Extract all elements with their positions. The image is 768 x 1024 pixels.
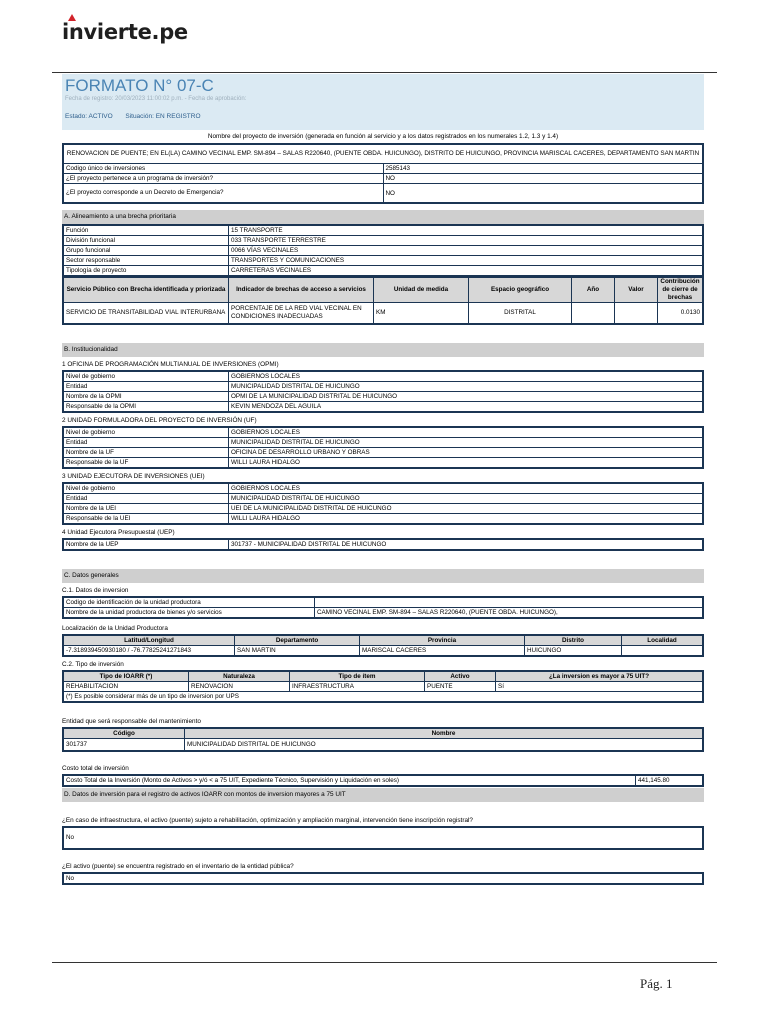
row-value: 2585143 [383,164,703,174]
cell: SAN MARTIN [235,646,360,657]
project-name-label: Nombre del proyecto de inversión (generada en función al servicio y a los datos registrados en los numerales 1.2, 1.3 y 1.4) [207,133,559,140]
row-value: MUNICIPALIDAD DISTRITAL DE HUICUNGO [229,382,704,392]
col-header: Distrito [525,635,622,646]
row-label: Responsable de la UEI [63,514,229,525]
table-row [63,514,703,525]
row-value: MUNICIPALIDAD DISTRITAL DE HUICUNGO [229,438,704,448]
table-row [63,608,703,619]
col-header: Código [63,728,185,739]
section-c-title: C. Datos generales [62,569,704,583]
costo-title: Costo total de inversión [62,764,129,772]
table-row [63,164,703,174]
row-value: 0066 VÍAS VECINALES [229,246,704,256]
row-value: MUNICIPALIDAD DISTRITAL DE HUICUNGO [229,494,704,504]
opmi-table [62,370,704,413]
table-row [63,494,703,504]
costo-value: 441,145.80 [636,775,704,786]
table-row [63,174,703,184]
row-value: 033 TRANSPORTE TERRESTRE [229,236,704,246]
row-label: Nombre de la unidad productora de bienes y/o servicios [63,608,315,619]
page-number: Pág. 1 [640,976,673,991]
table-row [63,739,703,751]
row-value: 301737 - MUNICIPALIDAD DISTRITAL DE HUICUNGO [229,539,704,550]
row-value: GOBIERNOS LOCALES [229,483,704,494]
table-row [63,266,703,277]
col-header: Valor [615,278,658,303]
c2-title: C.2. Tipo de inversión [62,661,124,668]
cell: MARISCAL CACERES [360,646,525,657]
row-value: CAMINO VECINAL EMP. SM-894 – SALAS R220640, (PUENTE OBDA. HUICUNGO), [315,608,704,619]
row-label: Nivel de gobierno [63,483,229,494]
cell [615,303,658,325]
table-row [63,646,703,657]
answer-2: No [63,873,703,884]
row-value: WILLI LAURA HIDALGO [229,458,704,469]
table-row [63,184,703,204]
row-label: Responsable de la UF [63,458,229,469]
table-row [63,483,703,494]
section-b-title: B. Institucionalidad [62,343,704,357]
form-header [62,74,704,130]
col-header: Provincia [360,635,525,646]
col-header: Departamento [235,635,360,646]
table-row [63,225,703,236]
cell: HUICUNGO [525,646,622,657]
question-1: ¿En caso de infraestructura, el activo (puente) sujeto a rehabilitación, optimización y ampliación marginal, intervención tiene inscripción registral? [62,816,473,824]
table-row [63,775,703,786]
table-row [63,682,703,692]
project-table [62,143,704,204]
cell: KM [374,303,469,325]
table-row [63,448,703,458]
invierte-logo [62,20,188,44]
table-row [63,427,703,438]
row-value: TRANSPORTES Y COMUNICACIONES [229,256,704,266]
col-header: Unidad de medida [374,278,469,303]
uep-title: 4 Unidad Ejecutora Presupuestal (UEP) [62,529,175,536]
col-header: Indicador de brechas de acceso a servicios [229,278,374,303]
row-value: CARRETERAS VECINALES [229,266,704,277]
cell: -7.318939450930180 / -76.77825241271843 [63,646,235,657]
section-a-table [62,224,704,277]
answer-2-table [62,872,704,885]
col-header: Tipo de ítem [290,671,425,682]
top-divider [52,72,717,73]
cell [622,646,704,657]
row-label: Sector responsable [63,256,229,266]
table-row [63,438,703,448]
row-value: OPMI DE LA MUNICIPALIDAD DISTRITAL DE HUICUNGO [229,392,704,402]
cell: INFRAESTRUCTURA [290,682,425,692]
costo-label: Costo Total de la Inversión (Monto de Activos > y/ó < a 75 UIT, Expediente Técnico, Supervisión y Liquidación en soles) [63,775,636,786]
table-row [63,236,703,246]
col-header: Latitud/Longitud [63,635,235,646]
answer-1-table [62,826,704,850]
cell: DISTRITAL [469,303,572,325]
uf-title: 2 UNIDAD FORMULADORA DEL PROYECTO DE INVERSIÓN (UF) [62,417,257,424]
row-label: División funcional [63,236,229,246]
mant-table [62,727,704,752]
col-header: Tipo de IOARR (*) [63,671,189,682]
row-value: UEI DE LA MUNICIPALIDAD DISTRITAL DE HUICUNGO [229,504,704,514]
mant-title: Entidad que será responsable del mantenimiento [62,718,201,725]
row-value: KEVIN MENDOZA DEL AGUILA [229,402,704,413]
table-row [63,402,703,413]
col-header: Activo [425,671,496,682]
cell: SERVICIO DE TRANSITABILIDAD VIAL INTERURBANA [63,303,229,325]
row-label: Entidad [63,494,229,504]
situacion-label: Situación: [125,113,154,120]
row-label: Codigo de identificación de la unidad productora [63,597,315,608]
table-row [63,539,703,550]
tipo-note: (*) Es posible considerar más de un tipo de inversion por UPS [63,692,703,703]
col-header: Nombre [185,728,704,739]
row-label: Entidad [63,438,229,448]
col-header: Servicio Público con Brecha identificada y priorizada [63,278,229,303]
col-header: Año [572,278,615,303]
cell: MUNICIPALIDAD DISTRITAL DE HUICUNGO [185,739,704,751]
row-label: Nombre de la UEP [63,539,229,550]
loc-title: Localización de la Unidad Productora [62,625,168,632]
c1-table [62,596,704,619]
table-row [63,382,703,392]
brecha-table [62,277,704,325]
logo-text: invierte.pe [62,20,188,44]
row-label: Nivel de gobierno [63,427,229,438]
col-header: ¿La inversion es mayor a 75 UIT? [496,671,704,682]
cell: 0.0130 [658,303,704,325]
row-label: Grupo funcional [63,246,229,256]
row-label: Nombre de la UEI [63,504,229,514]
row-label: Codigo único de inversiones [63,164,383,174]
c1-title: C.1. Datos de inversion [62,587,129,594]
uei-table [62,482,704,525]
col-header: Naturaleza [189,671,290,682]
row-label: Tipología de proyecto [63,266,229,277]
uf-table [62,426,704,469]
situacion-value: EN REGISTRO [155,113,201,120]
cell: 301737 [63,739,185,751]
logo-mark-icon [68,14,76,21]
row-value: 15 TRANSPORTE [229,225,704,236]
table-row [63,504,703,514]
cell: RENOVACION [189,682,290,692]
question-2: ¿El activo (puente) se encuentra registrado en el inventario de la entidad pública? [62,862,294,870]
table-row [63,246,703,256]
row-label: ¿El proyecto pertenece a un programa de inversión? [63,174,383,184]
section-a-title: A. Alineamiento a una brecha prioritaria [62,210,704,224]
form-status [65,113,201,120]
row-value: NO [383,184,703,204]
tipo-table [62,670,704,703]
row-label: ¿El proyecto corresponde a un Decreto de Emergencia? [63,184,383,204]
form-content [62,74,704,885]
table-row [63,303,703,325]
cell: PORCENTAJE DE LA RED VIAL VECINAL EN CONDICIONES INADECUADAS [229,303,374,325]
answer-1: No [63,827,703,849]
cell: PUENTE [425,682,496,692]
form-title: FORMATO N° 07-C [65,76,214,95]
table-row [63,597,703,608]
cell [572,303,615,325]
opmi-title: 1 OFICINA DE PROGRAMACIÓN MULTIANUAL DE INVERSIONES (OPMI) [62,361,279,368]
col-header: Contribución de cierre de brechas [658,278,704,303]
col-header: Localidad [622,635,704,646]
row-value: GOBIERNOS LOCALES [229,427,704,438]
estado-value: ACTIVO [88,113,113,120]
row-label: Entidad [63,382,229,392]
cell: REHABILITACION [63,682,189,692]
cell: Sí [496,682,704,692]
row-value [315,597,704,608]
loc-table [62,634,704,657]
row-value: OFICINA DE DESARROLLO URBANO Y OBRAS [229,448,704,458]
row-value: GOBIERNOS LOCALES [229,371,704,382]
row-label: Responsable de la OPMI [63,402,229,413]
row-value: WILLI LAURA HIDALGO [229,514,704,525]
table-row [63,256,703,266]
uei-title: 3 UNIDAD EJECUTORA DE INVERSIONES (UEI) [62,473,205,480]
table-row [63,458,703,469]
estado-label: Estado: [65,113,88,120]
table-row [63,371,703,382]
col-header: Espacio geográfico [469,278,572,303]
row-label: Función [63,225,229,236]
table-row [63,392,703,402]
section-d-title: D. Datos de inversión para el registro de activos IOARR con montos de inversion mayores a 75 UIT [62,788,704,802]
project-name: RENOVACION DE PUENTE; EN EL(LA) CAMINO VECINAL EMP. SM-894 – SALAS R220640, (PUENTE OBDA. HUICUNGO), DISTRITO DE HUICUNGO, PROVINCIA MARISCAL CACERES, DEPARTAMENTO SAN MARTIN [63,144,703,164]
row-value: NO [383,174,703,184]
row-label: Nivel de gobierno [63,371,229,382]
row-label: Nombre de la UF [63,448,229,458]
bottom-divider [52,962,717,963]
form-dates: Fecha de registro: 20/03/2023 11:00:02 p.m. - Fecha de aprobación: [65,96,247,102]
uep-table [62,538,704,551]
row-label: Nombre de la OPMI [63,392,229,402]
costo-table [62,774,704,787]
